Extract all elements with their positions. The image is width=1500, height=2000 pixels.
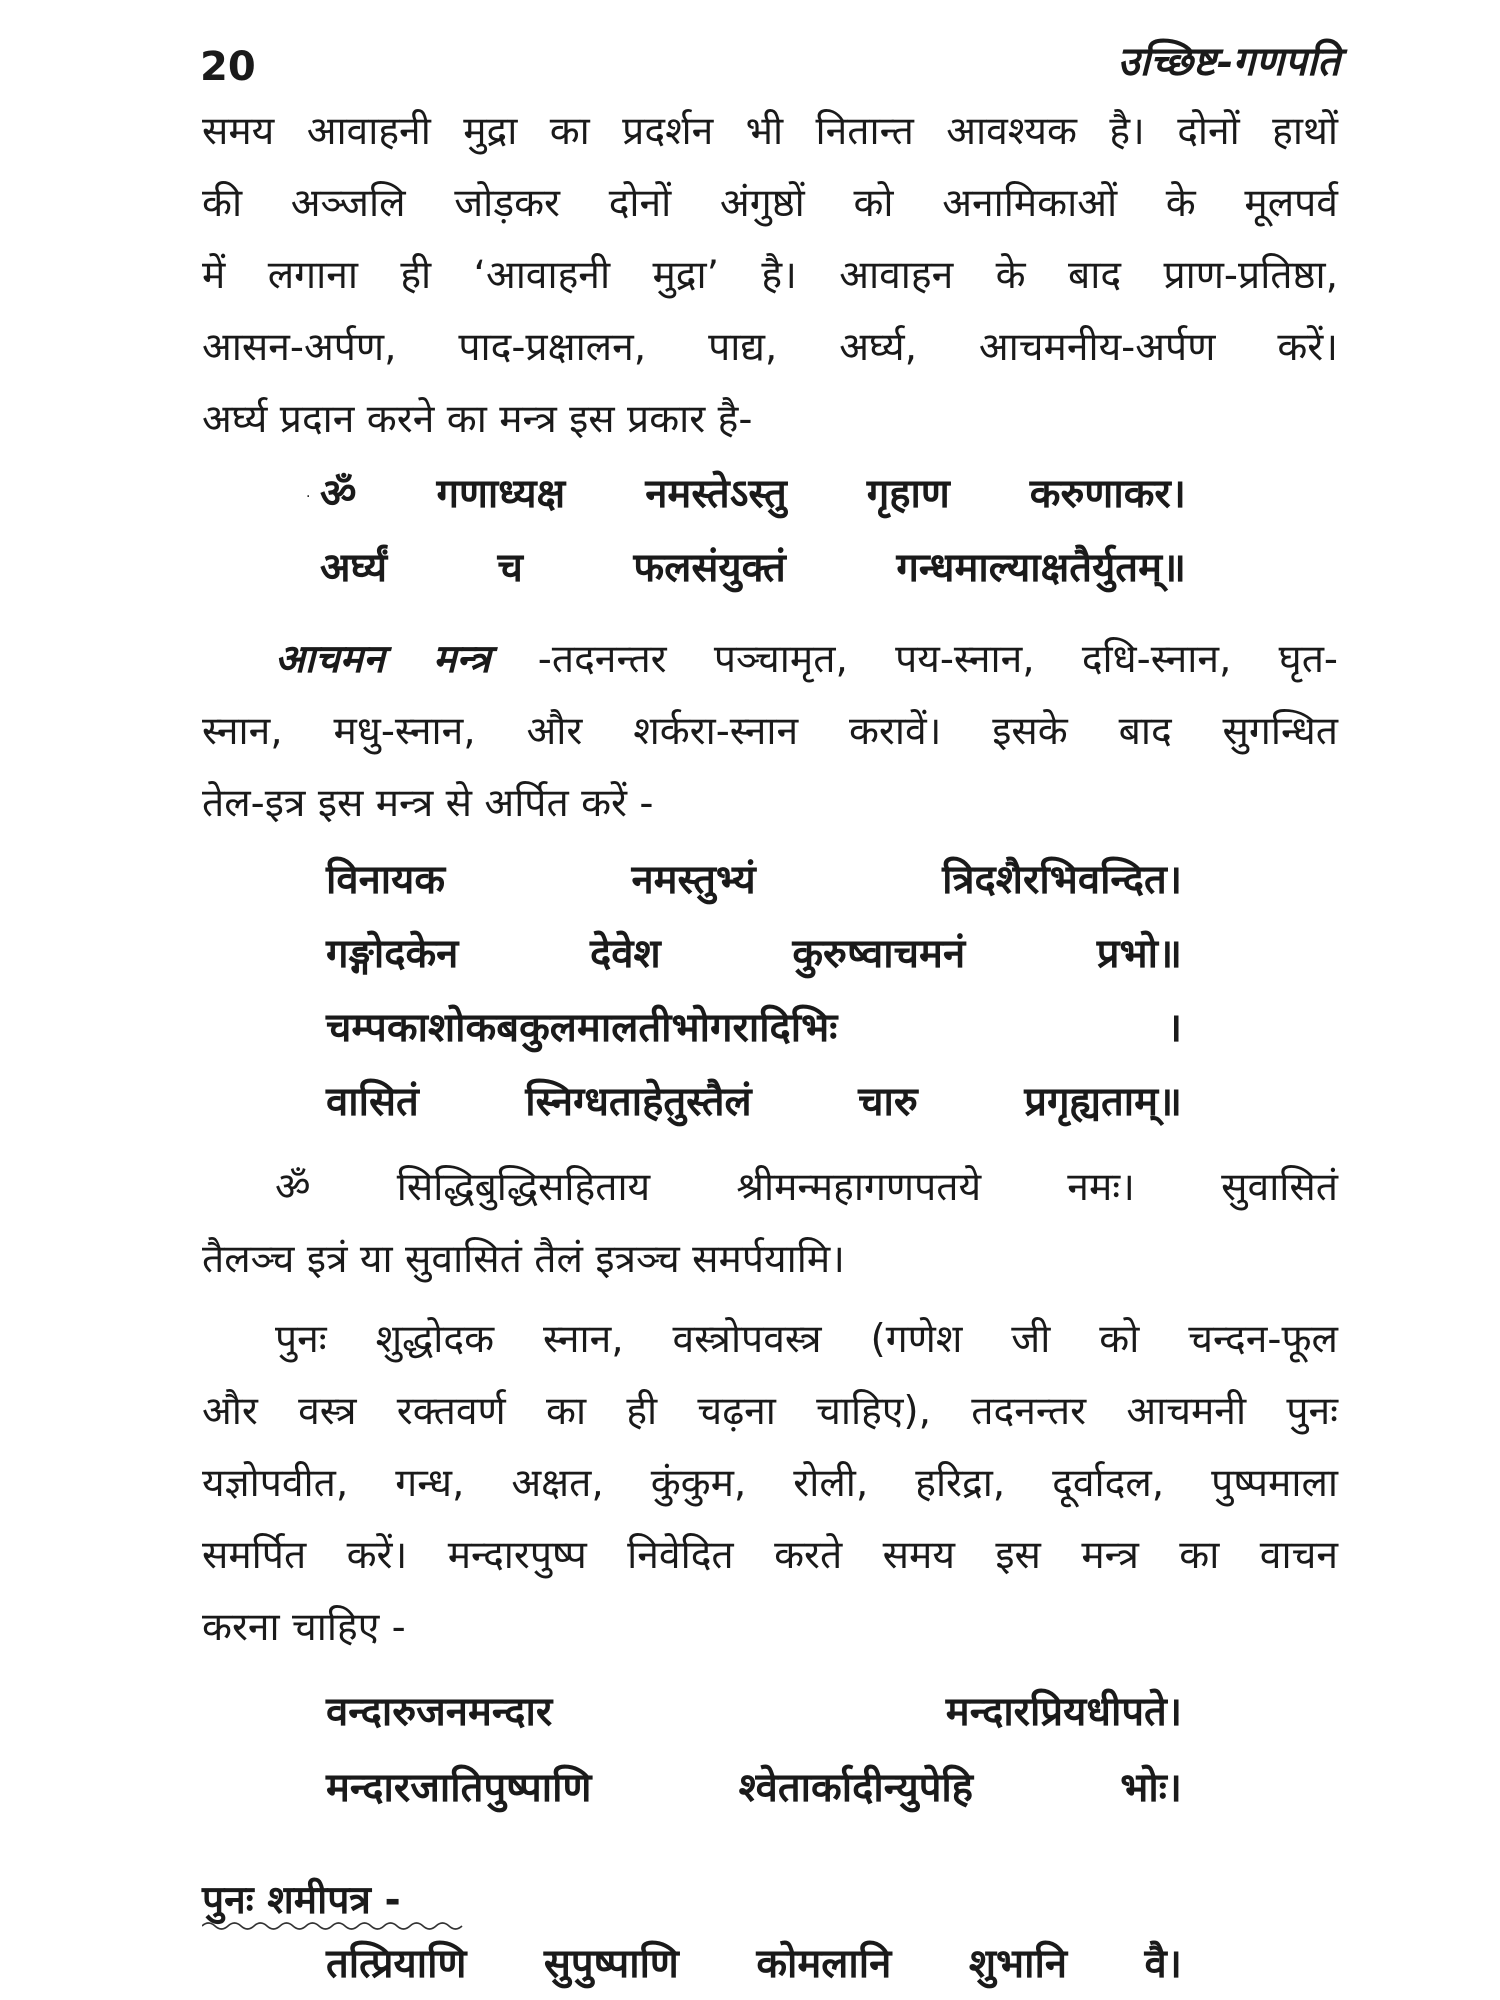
verse-line bbox=[320, 545, 1186, 591]
para1-line: की अञ्जलि जोड़कर दोनों अंगुष्ठों को अनामिकाओं के मूलपर्व bbox=[202, 181, 1338, 226]
verse-word: चारु bbox=[858, 1079, 918, 1125]
verse-word: च bbox=[497, 545, 523, 591]
verse-word: गृहाण bbox=[866, 471, 950, 517]
para4-line: पुनः शुद्धोदक स्नान, वस्त्रोपवस्त्र (गणेश जी को चन्दन-फूल bbox=[275, 1317, 1338, 1362]
verse-line bbox=[326, 1765, 1182, 1811]
verse-word: नमस्तेऽस्तु bbox=[645, 471, 787, 517]
dot-mark: · bbox=[306, 489, 311, 505]
para2-text: -तदनन्तर पञ्चामृत, पय-स्नान, दधि-स्नान, घृत- bbox=[490, 637, 1338, 682]
verse-word: मन्दारजातिपुष्पाणि bbox=[326, 1765, 592, 1811]
para2-line: स्नान, मधु-स्नान, और शर्करा-स्नान करावें। इसके बाद सुगन्धित bbox=[202, 709, 1338, 754]
verse-line bbox=[326, 931, 1182, 977]
verse-word: प्रभो॥ bbox=[1096, 931, 1182, 977]
verse-word: करुणाकर। bbox=[1029, 471, 1186, 517]
section-subheading: पुनः शमीपत्र - bbox=[202, 1878, 401, 1923]
para2-line: तेल-इत्र इस मन्त्र से अर्पित करें - bbox=[202, 781, 654, 826]
verse-word: कोमलानि bbox=[756, 1941, 892, 1987]
verse-line bbox=[326, 1689, 1182, 1735]
verse-line bbox=[306, 471, 1186, 517]
verse-word: त्रिदशैरभिवन्दित। bbox=[942, 857, 1182, 903]
verse-line bbox=[326, 1079, 1182, 1125]
verse-word: सुपुष्पाणि bbox=[543, 1941, 679, 1987]
verse-word: चम्पकाशोकबकुलमालतीभोगरादिभिः bbox=[326, 1005, 838, 1051]
verse-word: कुरुष्वाचमनं bbox=[792, 931, 966, 977]
verse-word: स्निग्धताहेतुस्तैलं bbox=[525, 1079, 752, 1125]
para2-line bbox=[275, 636, 1338, 682]
verse-word: प्रगृह्यताम्॥ bbox=[1024, 1079, 1182, 1125]
verse-word: नमस्तुभ्यं bbox=[631, 857, 756, 903]
para1-line: समय आवाहनी मुद्रा का प्रदर्शन भी नितान्त आवश्यक है। दोनों हाथों bbox=[202, 109, 1338, 154]
verse-word: गन्धमाल्याक्षतैर्युतम्॥ bbox=[896, 545, 1186, 591]
verse-word: वै। bbox=[1144, 1941, 1182, 1987]
verse-word: विनायक bbox=[326, 857, 446, 903]
para4-line: यज्ञोपवीत, गन्ध, अक्षत, कुंकुम, रोली, हरिद्रा, दूर्वादल, पुष्पमाला bbox=[202, 1461, 1338, 1506]
verse-word: तत्प्रियाणि bbox=[326, 1941, 467, 1987]
section-lead: आचमन मन्त्र bbox=[275, 636, 491, 682]
running-head: उच्छिष्ट-गणपति bbox=[1117, 38, 1340, 85]
verse-line bbox=[326, 1005, 1182, 1051]
verse-line bbox=[326, 1941, 1182, 1987]
verse-word: वन्दारुजनमन्दार bbox=[326, 1689, 553, 1735]
wavy-underline bbox=[202, 1918, 464, 1934]
verse-word: अर्घ्यं bbox=[320, 545, 388, 591]
page-number: 20 bbox=[200, 44, 256, 90]
para1-line: में लगाना ही ‘आवाहनी मुद्रा’ है। आवाहन के बाद प्राण-प्रतिष्ठा, bbox=[202, 253, 1338, 298]
para1-line: अर्घ्य प्रदान करने का मन्त्र इस प्रकार है- bbox=[202, 397, 753, 442]
verse-word: मन्दारप्रियधीपते। bbox=[945, 1689, 1182, 1735]
verse-word: भोः। bbox=[1120, 1765, 1182, 1811]
para1-line: आसन-अर्पण, पाद-प्रक्षालन, पाद्य, अर्घ्य, आचमनीय-अर्पण करें। bbox=[202, 325, 1338, 370]
verse-line bbox=[326, 857, 1182, 903]
verse-word: शुभानि bbox=[968, 1941, 1068, 1987]
verse-word: । bbox=[1166, 1005, 1182, 1051]
para3-line: ॐ सिद्धिबुद्धिसहिताय श्रीमन्महागणपतये नमः। सुवासितं bbox=[275, 1165, 1338, 1210]
para4-line: करना चाहिए - bbox=[202, 1605, 406, 1650]
para3-line: तैलञ्च इत्रं या सुवासितं तैलं इत्रञ्च समर्पयामि। bbox=[202, 1237, 845, 1282]
verse-word: ॐ bbox=[320, 471, 357, 517]
verse-word: वासितं bbox=[326, 1079, 419, 1125]
para4-line: समर्पित करें। मन्दारपुष्प निवेदित करते समय इस मन्त्र का वाचन bbox=[202, 1533, 1338, 1578]
para4-line: और वस्त्र रक्तवर्ण का ही चढ़ना चाहिए), तदनन्तर आचमनी पुनः bbox=[202, 1389, 1338, 1434]
verse-word: गङ्गोदकेन bbox=[326, 931, 459, 977]
verse-word: देवेश bbox=[590, 931, 661, 977]
verse-word: श्वेतार्कादीन्युपेहि bbox=[738, 1765, 974, 1811]
verse-word: गणाध्यक्ष bbox=[436, 471, 566, 517]
page-header bbox=[200, 28, 1340, 108]
verse-word: फलसंयुक्तं bbox=[633, 545, 786, 591]
